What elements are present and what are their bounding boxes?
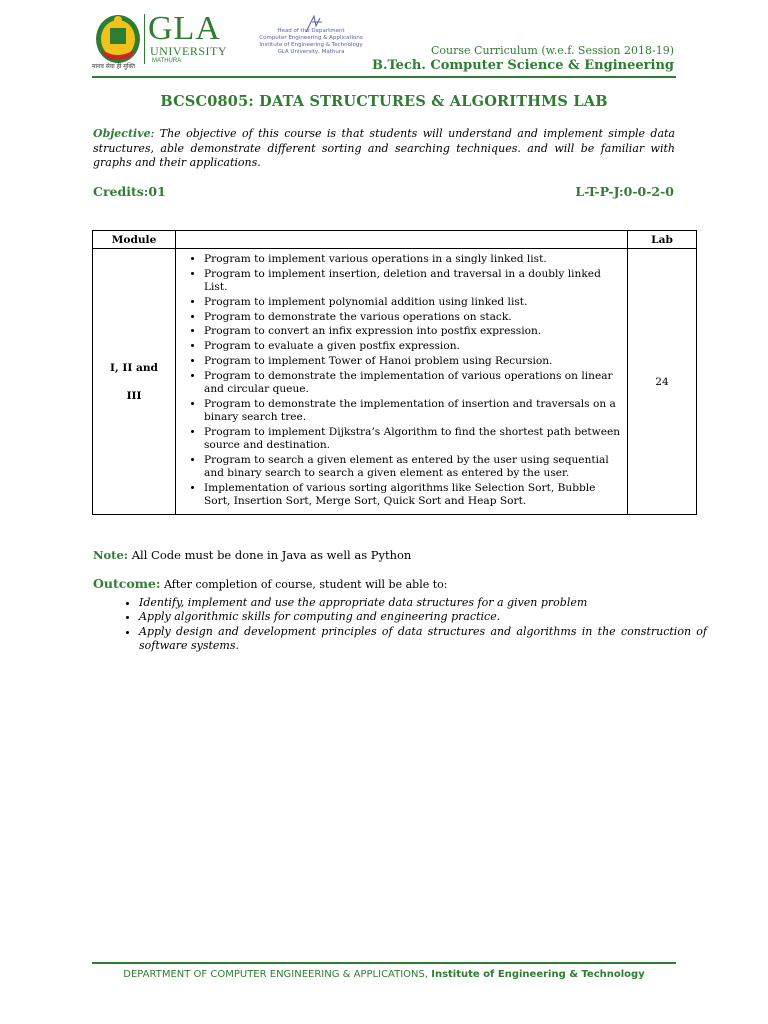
objective-paragraph bbox=[93, 127, 675, 171]
outcome-label: Outcome: bbox=[93, 576, 161, 591]
note-label: Note: bbox=[93, 548, 129, 562]
footer-rule bbox=[92, 962, 676, 964]
list-item: • Program to demonstrate the implementation of insertion and traversals on a binary search tree. bbox=[204, 398, 623, 424]
list-item: • Program to implement various operations in a singly linked list. bbox=[204, 253, 623, 266]
table-header-row bbox=[93, 231, 697, 249]
outcome-intro: After completion of course, student will be able to: bbox=[160, 578, 448, 591]
list-item: • Program to demonstrate the implementation of various operations on linear and circular queue. bbox=[204, 370, 623, 396]
header-content bbox=[176, 231, 628, 249]
list-item: • Apply design and development principles of data structures and algorithms in the construction of software systems. bbox=[139, 625, 707, 654]
program-name: B.Tech. Computer Science & Engineering bbox=[371, 58, 674, 73]
crest-icon bbox=[92, 12, 144, 66]
header-lab: Lab bbox=[628, 231, 697, 249]
list-item: • Identify, implement and use the appropriate data structures for a given problem bbox=[139, 596, 707, 610]
module-line-1: I, II and bbox=[110, 361, 158, 374]
module-line-2: III bbox=[126, 389, 142, 402]
objective-text: : The objective of this course is that students will understand and implement simple data structures, able demonstrate different sorting and searching techniques. and will be familiar with graphs and their applications. bbox=[93, 127, 675, 170]
logo-university: UNIVERSITY bbox=[150, 44, 227, 58]
list-item: • Program to convert an infix expression into postfix expression. bbox=[204, 325, 623, 338]
note bbox=[93, 548, 411, 562]
footer-institute: Institute of Engineering & Technology bbox=[431, 969, 645, 980]
footer bbox=[92, 969, 676, 980]
module-table bbox=[92, 230, 697, 515]
list-item: • Program to implement polynomial addition using linked list. bbox=[204, 296, 623, 309]
list-item: • Implementation of various sorting algorithms like Selection Sort, Bubble Sort, Insertion Sort, Merge Sort, Quick Sort and Heap Sort. bbox=[204, 482, 623, 508]
note-text: All Code must be done in Java as well as Python bbox=[128, 548, 412, 562]
course-title: BCSC0805: DATA STRUCTURES & ALGORITHMS LAB bbox=[160, 93, 608, 110]
university-logo bbox=[92, 12, 232, 68]
logo-motto: मानव सेवा ही मुक्ति bbox=[92, 63, 135, 70]
table-row bbox=[93, 249, 697, 515]
objective-label: Objective bbox=[93, 127, 151, 140]
credits: Credits:01 bbox=[93, 184, 166, 199]
program-list bbox=[184, 253, 623, 508]
list-item: • Apply algorithmic skills for computing and engineering practice. bbox=[139, 610, 707, 624]
list-item: • Program to search a given element as entered by the user using sequential and binary search to search a given element as entered by the user. bbox=[204, 454, 623, 480]
outcome-list bbox=[108, 596, 707, 654]
logo-wordmark: GLA bbox=[148, 10, 221, 47]
logo-city: MATHURA bbox=[152, 58, 182, 64]
curriculum-session: Course Curriculum (w.e.f. Session 2018-19) bbox=[431, 44, 674, 57]
header-module: Module bbox=[93, 231, 176, 249]
hod-stamp bbox=[252, 14, 370, 68]
lab-cell: 24 bbox=[628, 249, 697, 515]
ltpj: L-T-P-J:0-0-2-0 bbox=[575, 184, 674, 199]
footer-dept: DEPARTMENT OF COMPUTER ENGINEERING & APPLICATIONS, bbox=[123, 969, 432, 980]
list-item: • Program to demonstrate the various operations on stack. bbox=[204, 311, 623, 324]
list-item: • Program to implement Dijkstra’s Algorithm to find the shortest path between source and destination. bbox=[204, 426, 623, 452]
list-item: • Program to implement Tower of Hanoi problem using Recursion. bbox=[204, 355, 623, 368]
programs-cell bbox=[176, 249, 628, 515]
list-item: • Program to implement insertion, deletion and traversal in a doubly linked List. bbox=[204, 268, 623, 294]
stamp-text: Head of the Department Computer Engineering & Applications Institute of Engineering & Technology GLA University, Mathura bbox=[259, 28, 363, 55]
module-cell bbox=[93, 249, 176, 515]
list-item: • Program to evaluate a given postfix expression. bbox=[204, 340, 623, 353]
outcome-heading bbox=[93, 576, 447, 591]
header-rule bbox=[92, 76, 676, 78]
logo-divider bbox=[144, 14, 145, 64]
